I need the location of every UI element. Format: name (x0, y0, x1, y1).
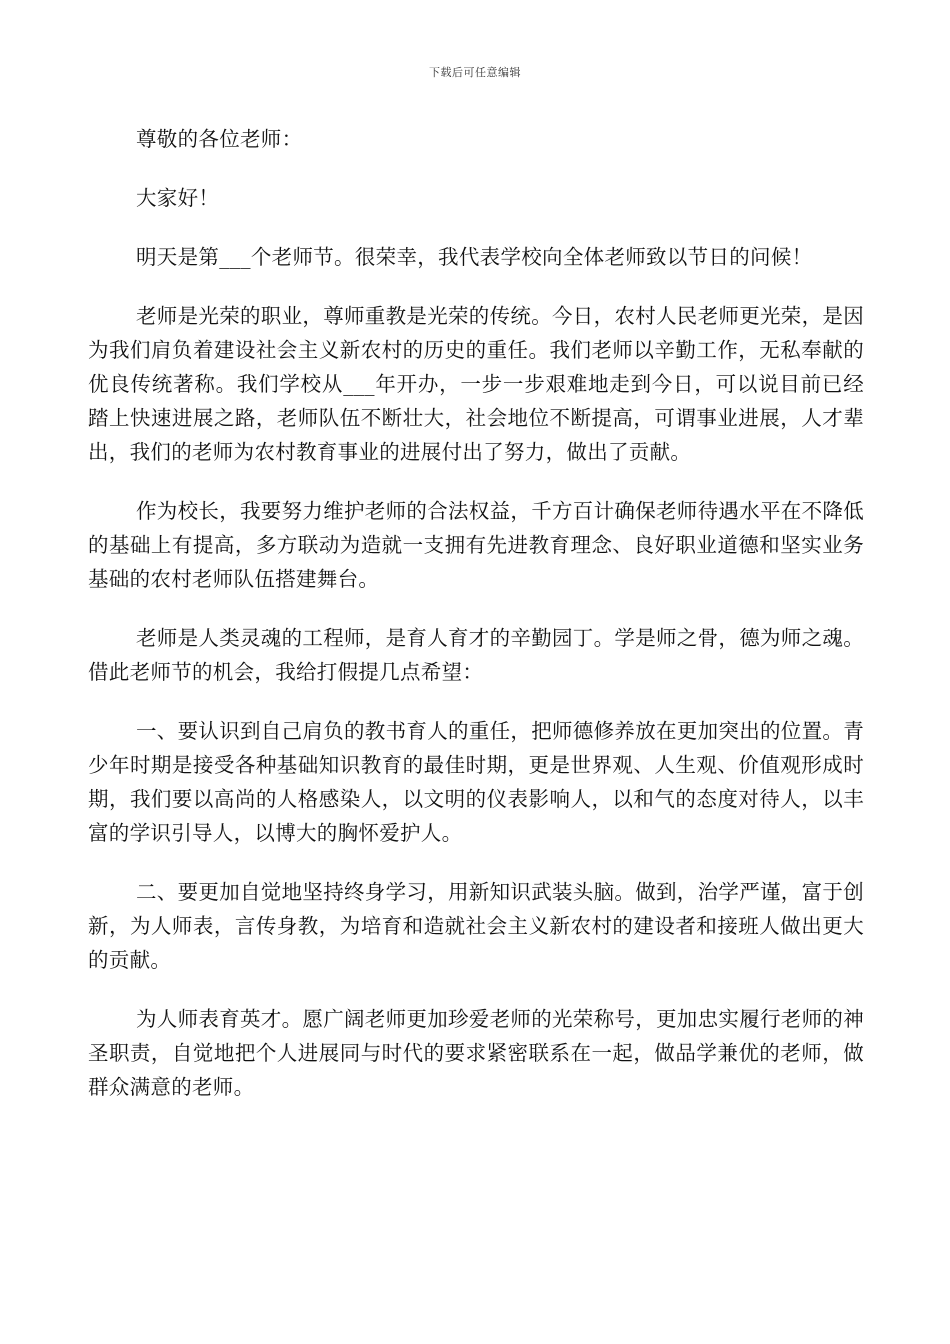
paragraph: 明天是第___个老师节。很荣幸，我代表学校向全体老师致以节日的问候！ (136, 245, 813, 269)
paragraph: 一、要认识到自己肩负的教书育人的重任，把师德修养放在更加突出的位置。青少年时期是接受各种基础知识教育的最佳时期，更是世界观、人生观、价值观形成时期，我们要以高尚的人格感染人，以文明的仪表影响人，以和气的态度对待人，以丰富的学识引导人，以博大的胸怀爱护人。 (88, 719, 864, 845)
paragraph: 作为校长，我要努力维护老师的合法权益，千方百计确保老师待遇水平在不降低的基础上有提高，多方联动为造就一支拥有先进教育理念、良好职业道德和坚实业务基础的农村老师队伍搭建舞台。 (88, 499, 864, 591)
greeting: 大家好！ (136, 186, 220, 210)
paragraph: 为人师表育英才。愿广阔老师更加珍爱老师的光荣称号，更加忠实履行老师的神圣职责，自觉地把个人进展同与时代的要求紧密联系在一起，做品学兼优的老师，做群众满意的老师。 (88, 1007, 864, 1099)
document-body (88, 122, 864, 1129)
paragraph: 二、要更加自觉地坚持终身学习，用新知识武装头脑。做到，治学严谨，富于创新，为人师表，言传身教，为培育和造就社会主义新农村的建设者和接班人做出更大的贡献。 (88, 880, 864, 972)
paragraph: 老师是光荣的职业，尊师重教是光荣的传统。今日，农村人民老师更光荣，是因为我们肩负着建设社会主义新农村的历史的重任。我们老师以辛勤工作，无私奉献的优良传统著称。我们学校从___年开办，一步一步艰难地走到今日，可以说目前已经踏上快速进展之路，老师队伍不断壮大，社会地位不断提高，可谓事业进展，人才辈出，我们的老师为农村教育事业的进展付出了努力，做出了贡献。 (88, 304, 864, 464)
paragraph: 老师是人类灵魂的工程师，是育人育才的辛勤园丁。学是师之骨，德为师之魂。借此老师节的机会，我给打假提几点希望： (88, 626, 864, 684)
header-note: 下载后可任意编辑 (429, 66, 521, 79)
salutation: 尊敬的各位老师： (136, 127, 303, 151)
